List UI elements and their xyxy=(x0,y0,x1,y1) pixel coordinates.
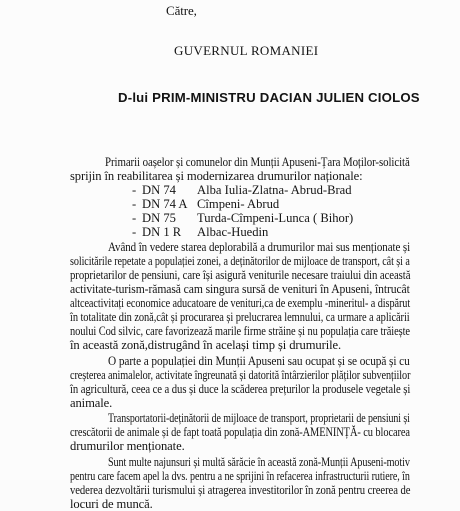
paragraph-line: locuri de muncă. xyxy=(70,497,153,511)
road-code: DN 74 A xyxy=(142,197,188,211)
paragraph-line: solicitările repetate a populației zonei, a deținătorilor de mijloace de transport, cât și a xyxy=(70,254,410,268)
addressee: GUVERNUL ROMANIEI xyxy=(174,43,319,58)
paragraph-line: proprietarilor de pensiuni, care își asigură veniturile necesare traiului din această xyxy=(70,268,411,282)
paragraph-line: activitate-turism-rămasă cam singura sursă de venituri în Apuseni, întrucât xyxy=(70,282,410,296)
paragraph-line: Sunt multe najunsuri și multă sărăcie în această zonă-Munții Apuseni-motiv xyxy=(108,455,410,469)
road-code: DN 1 R xyxy=(142,225,182,239)
road-route: Alba Iulia-Zlatna- Abrud-Brad xyxy=(197,183,352,197)
road-list-item xyxy=(132,211,392,225)
list-dash: - xyxy=(132,225,137,239)
paragraph-line: sprijin în reabilitarea și modernizarea drumurilor naționale: xyxy=(70,169,363,183)
road-list-item xyxy=(132,225,392,239)
list-dash: - xyxy=(132,183,137,197)
road-list-item xyxy=(132,183,392,197)
paragraph-line: pentru care facem apel la dvs. pentru a ne sprijini în refacerea infrastructurii rutiere, în xyxy=(70,469,410,483)
paragraph-line: Primarii oașelor și comunelor din Munții Apuseni-Țara Moților-solicită xyxy=(105,155,410,169)
paragraph-line: Transportatorii-deținătorii de mijloace de transport, proprietarii de pensiuni și xyxy=(108,411,410,425)
paragraph-line: crescătorii de animale și de fapt toată populația din zonă-AMENINȚĂ- cu blocarea xyxy=(70,425,410,439)
paragraph-line: drumurilor menționate. xyxy=(70,439,185,453)
paragraph-line: Având în vedere starea deplorabilă a drumurilor mai sus menționate și xyxy=(108,240,411,254)
paragraph-line: animale. xyxy=(70,396,113,410)
road-code: DN 74 xyxy=(142,183,176,197)
road-code: DN 75 xyxy=(142,211,176,225)
paragraph-line: în totalitate din zonă,cât și procurarea și prelucrarea lemnului, ca urmare a aplicării xyxy=(70,310,410,324)
road-route: Albac-Huedin xyxy=(197,225,269,239)
paragraph-line: în agricultură, ceea ce a dus și duce la scăderea prețurilor la produsele vegetale și xyxy=(70,382,411,396)
road-list-item xyxy=(132,197,392,211)
road-route: Turda-Cîmpeni-Lunca ( Bihor) xyxy=(197,211,354,225)
recipient-line: D-lui PRIM-MINISTRU DACIAN JULIEN CIOLOS xyxy=(118,90,420,105)
paragraph-line: altceactivitați economice aducatoare de venituri,ca de exemplu -mineritul- a dispărut xyxy=(70,296,411,310)
paragraph-line: noului Cod silvic, care favorizează marile firme străine și nu populația care trăiește xyxy=(70,324,410,338)
paragraph-line: creșterea animalelor, activitate îngreunată și datorită întârzierilor plăților subvențiilor xyxy=(70,368,411,382)
paragraph-line: O parte a populației din Munții Apuseni sau ocupat și se ocupă și cu xyxy=(108,354,410,368)
paragraph-line: vederea dezvoltării turismului și atragerea investitorilor în zonă pentru creerea de xyxy=(70,483,411,497)
road-route: Cîmpeni- Abrud xyxy=(197,197,280,211)
salutation: Către, xyxy=(166,3,197,18)
list-dash: - xyxy=(132,197,137,211)
paragraph-line: în această zonă,distrugând în același timp și drumurile. xyxy=(70,338,342,352)
list-dash: - xyxy=(132,211,137,225)
